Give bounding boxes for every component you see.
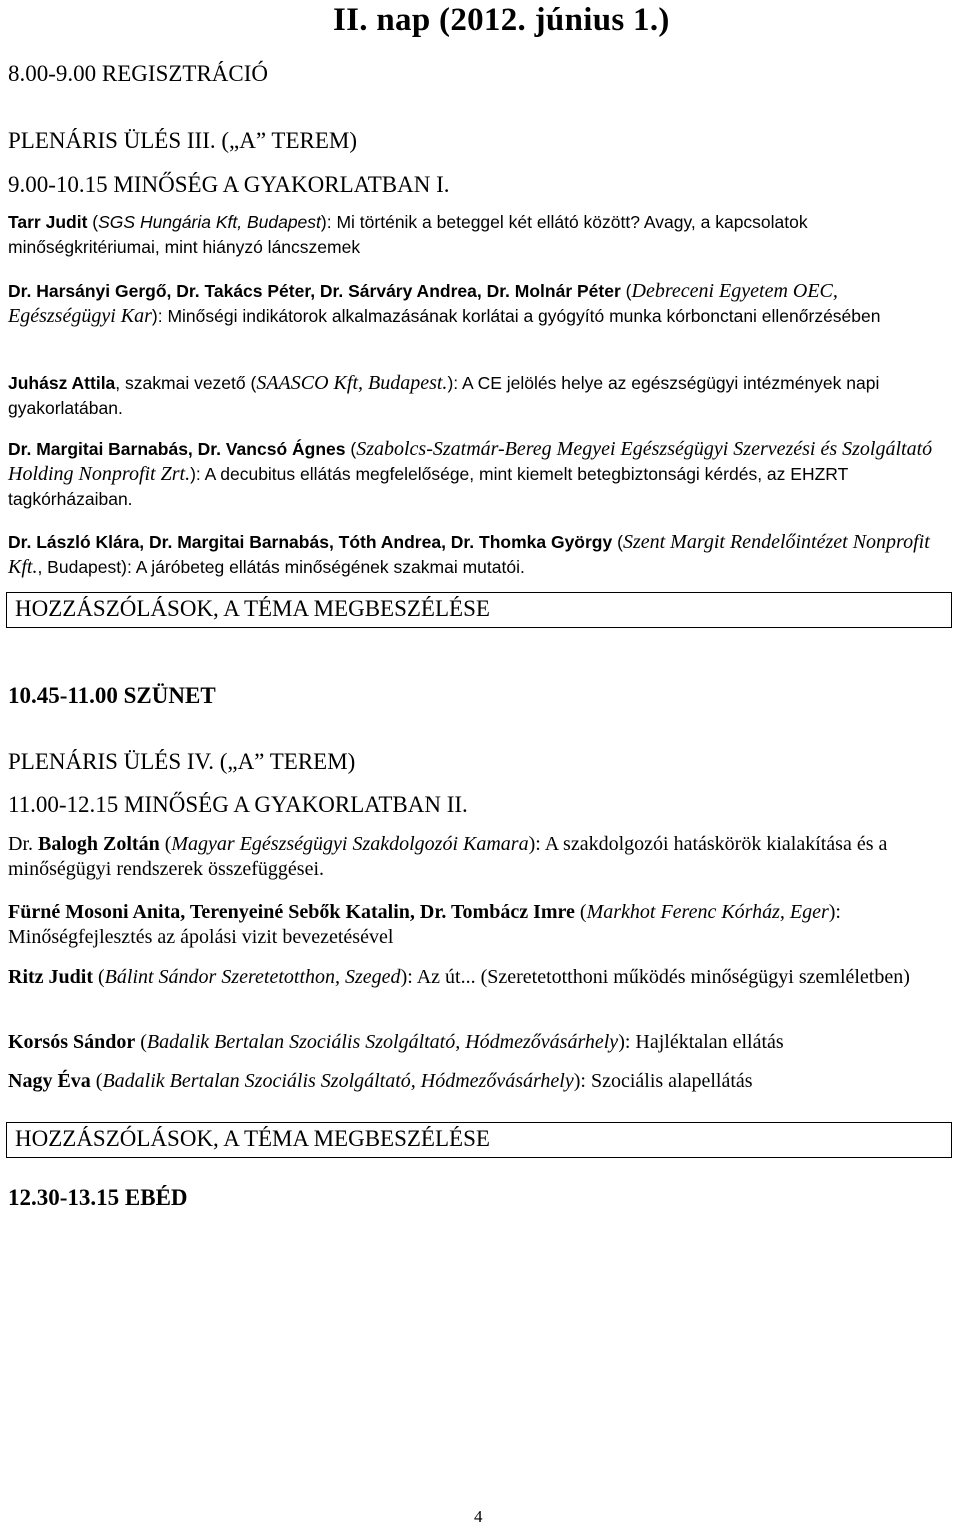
talk-item xyxy=(8,832,948,882)
talk-speakers: Dr. Harsányi Gergő, Dr. Takács Péter, Dr. Sárváry Andrea, Dr. Molnár Péter xyxy=(8,281,621,301)
talk-title: A CE jelölés helye az egészségügyi intézmények napi gyakorlatában. xyxy=(8,373,880,418)
talk-title: Az út... (Szeretetotthoni működés minőségügyi szemléletben) xyxy=(416,966,910,988)
talk-sep: ): xyxy=(828,901,841,923)
discussion-box xyxy=(6,1122,952,1158)
talk-institution: SAASCO Kft, Budapest. xyxy=(256,372,448,394)
talk-institution: Magyar Egészségügyi Szakdolgozói Kamara xyxy=(171,833,529,855)
talk-sep: ( xyxy=(612,532,623,552)
talk-prefix: Dr. xyxy=(8,833,38,855)
plenary-3-session: 9.00-10.15 MINŐSÉG A GYAKORLATBAN I. xyxy=(8,172,450,197)
talk-sep: ): xyxy=(528,833,545,855)
talk-institution: Szabolcs-Szatmár-Bereg Megyei Egészségügyi Szervezési és Szolgáltató Holding Nonprofit Zrt. xyxy=(8,438,933,485)
talk-speakers: Korsós Sándor xyxy=(8,1031,136,1053)
day-heading: II. nap (2012. június 1.) xyxy=(333,2,670,38)
talk-sep: ): xyxy=(573,1070,591,1092)
talk-sep: ( xyxy=(159,833,172,855)
plenary-3-title: PLENÁRIS ÜLÉS III. („A” TEREM) xyxy=(8,128,357,153)
break-line: 10.45-11.00 SZÜNET xyxy=(8,683,216,708)
talk-speakers: Dr. Margitai Barnabás, Dr. Vancsó Ágnes xyxy=(8,439,346,459)
talk-sep: ): xyxy=(151,306,168,326)
talk-sep: ( xyxy=(574,901,587,923)
talk-institution: Bálint Sándor Szeretetotthon, Szeged xyxy=(104,966,401,988)
talk-item xyxy=(8,1030,948,1055)
talk-speakers: Fürné Mosoni Anita, Terenyeiné Sebők Katalin, Dr. Tombácz Imre xyxy=(8,901,575,923)
talk-sep: ( xyxy=(93,966,105,988)
talk-institution: Debreceni Egyetem OEC, Egészségügyi Kar xyxy=(8,280,838,327)
talk-sep: ( xyxy=(87,212,99,232)
talk-institution: Badalik Bertalan Szociális Szolgáltató, Hódmezővásárhely xyxy=(102,1070,574,1092)
talk-sep: ( xyxy=(620,281,632,301)
talk-item xyxy=(8,1069,948,1094)
talk-sep: ( xyxy=(345,439,357,459)
talk-speakers: Nagy Éva xyxy=(8,1070,91,1092)
lunch-line: 12.30-13.15 EBÉD xyxy=(8,1185,188,1210)
talk-item xyxy=(8,900,948,950)
talk-title: A járóbeteg ellátás minőségének szakmai mutatói. xyxy=(135,557,525,577)
talk-item xyxy=(8,965,948,990)
talk-institution: SGS Hungária Kft, Budapest xyxy=(98,212,321,232)
talk-speakers: Tarr Judit xyxy=(8,212,88,232)
talk-sep: , Budapest): xyxy=(37,557,136,577)
talk-sep: ): xyxy=(618,1031,636,1053)
talk-title: A szakdolgozói hatáskörök kialakítása és a minőségügyi rendszerek összefüggései. xyxy=(8,833,888,880)
talk-sep: ): xyxy=(400,966,417,988)
talk-item xyxy=(8,371,948,421)
talk-sep: , szakmai vezető ( xyxy=(115,373,257,393)
talk-sep: ): xyxy=(320,212,337,232)
talk-title: Szociális alapellátás xyxy=(590,1070,753,1092)
talk-title: A decubitus ellátás megfelelősége, mint kiemelt betegbiztonsági kérdés, az EHZRT tagkórházaiban. xyxy=(8,464,848,509)
talk-sep: ( xyxy=(135,1031,147,1053)
talk-speakers: Juhász Attila xyxy=(8,373,116,393)
talk-title: Hajléktalan ellátás xyxy=(635,1031,784,1053)
page-number: 4 xyxy=(474,1507,483,1526)
talk-item xyxy=(8,210,948,260)
talk-institution: Badalik Bertalan Szociális Szolgáltató, Hódmezővásárhely xyxy=(146,1031,619,1053)
talk-sep: ( xyxy=(90,1070,103,1092)
talk-speakers: Ritz Judit xyxy=(8,966,93,988)
discussion-label: HOZZÁSZÓLÁSOK, A TÉMA MEGBESZÉLÉSE xyxy=(15,596,490,621)
talk-item xyxy=(8,279,948,329)
talk-title: Minőségfejlesztés az ápolási vizit bevezetésével xyxy=(8,926,394,948)
talk-title: Minőségi indikátorok alkalmazásának korlátai a gyógyító munka kórbonctani ellenőrzésében xyxy=(167,306,881,326)
talk-institution: Szent Margit Rendelőintézet Nonprofit Kft. xyxy=(8,531,930,578)
plenary-4-session: 11.00-12.15 MINŐSÉG A GYAKORLATBAN II. xyxy=(8,792,468,817)
talk-institution: Markhot Ferenc Kórház, Eger xyxy=(586,901,829,923)
talk-item xyxy=(8,437,948,512)
plenary-4-title: PLENÁRIS ÜLÉS IV. („A” TEREM) xyxy=(8,749,356,774)
discussion-label: HOZZÁSZÓLÁSOK, A TÉMA MEGBESZÉLÉSE xyxy=(15,1126,490,1151)
talk-speakers: Balogh Zoltán xyxy=(38,833,160,855)
talk-sep: ): xyxy=(190,464,205,484)
registration-line: 8.00-9.00 REGISZTRÁCIÓ xyxy=(8,61,269,86)
talk-title: Mi történik a beteggel két ellátó között? Avagy, a kapcsolatok minőségkritériumai, mint hiányzó láncszemek xyxy=(8,212,808,257)
talk-item xyxy=(8,530,948,580)
talk-speakers: Dr. László Klára, Dr. Margitai Barnabás, Tóth Andrea, Dr. Thomka György xyxy=(8,532,613,552)
discussion-box xyxy=(6,592,952,628)
talk-sep: ): xyxy=(447,373,463,393)
